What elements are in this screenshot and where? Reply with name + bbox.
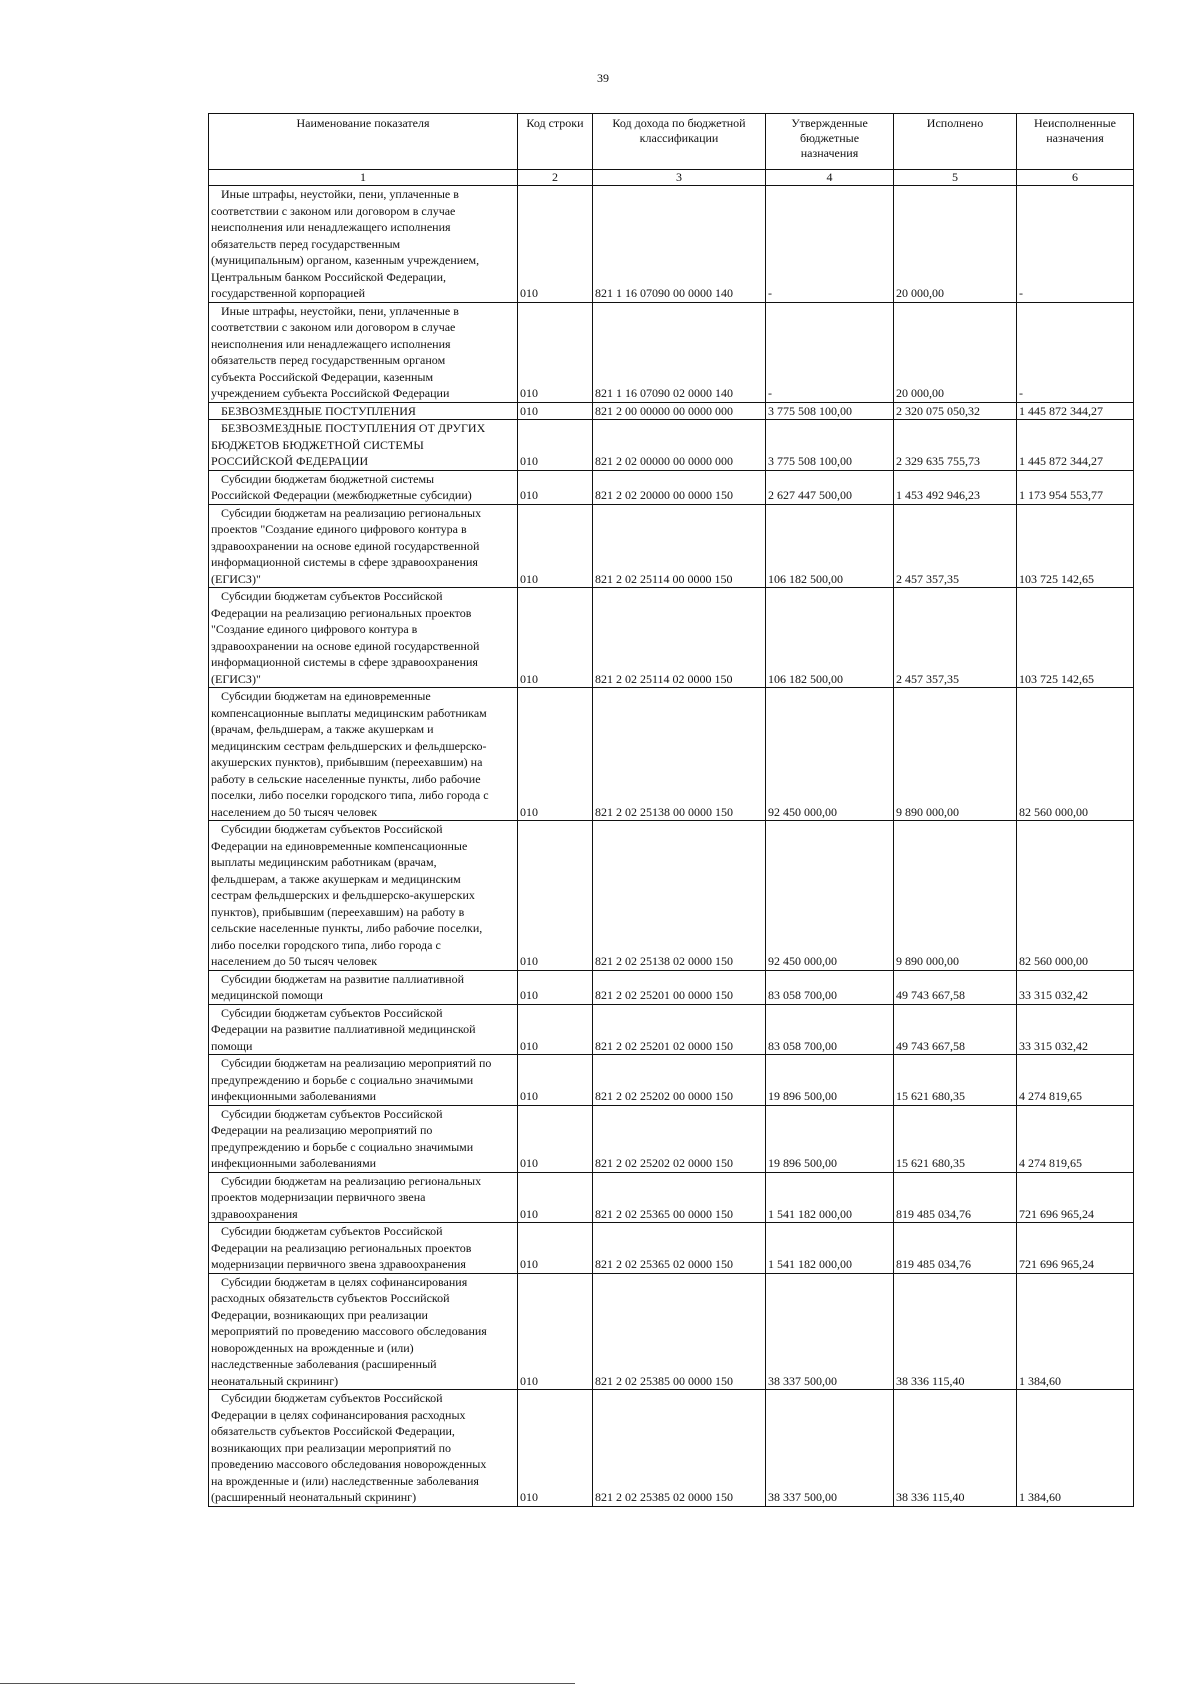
unexecuted-amount-cell: 103 725 142,65	[1017, 504, 1134, 588]
column-number-cell: 1	[209, 170, 518, 186]
unexecuted-amount-cell: 33 315 032,42	[1017, 1004, 1134, 1055]
line-code-cell: 010	[518, 402, 593, 420]
scan-edge-line	[0, 1683, 575, 1684]
income-code-header: Код дохода по бюджетной классификации	[593, 114, 766, 170]
line-code-cell: 010	[518, 1105, 593, 1172]
income-code-cell: 821 2 02 25385 00 0000 150	[593, 1273, 766, 1390]
indicator-name-cell: Субсидии бюджетам субъектов Российской Федерации в целях софинансирования расходных обязательств субъектов Российской Федерации, возникающих при реализации мероприятий по проведению массового обследования новорожденных на врожденные и (или) наследственные заболевания (расширенный неонатальный скрининг)	[209, 1390, 518, 1507]
table-row	[209, 970, 1134, 1004]
line-code-cell: 010	[518, 1055, 593, 1106]
indicator-name-cell: Субсидии бюджетам субъектов Российской Федерации на реализацию региональных проектов "Создание единого цифрового контура в здравоохранении на основе единой государственной информационной системы в сфере здравоохранения (ЕГИСЗ)"	[209, 588, 518, 688]
income-code-cell: 821 2 02 25114 02 0000 150	[593, 588, 766, 688]
income-code-cell: 821 2 02 25114 00 0000 150	[593, 504, 766, 588]
table-row	[209, 1055, 1134, 1106]
table-row	[209, 402, 1134, 420]
indicator-name-cell: Иные штрафы, неустойки, пени, уплаченные в соответствии с законом или договором в случае неисполнения или ненадлежащего исполнения обязательств перед государственным (муниципальным) органом, казенным учреждением, Центральным банком Российской Федерации, государственной корпорацией	[209, 186, 518, 303]
line-code-cell: 010	[518, 302, 593, 402]
indicator-name-cell: Субсидии бюджетам на единовременные компенсационные выплаты медицинским работникам (врачам, фельдшерам, а также акушеркам и медицинским сестрам фельдшерских и фельдшерско- акушерских пунктов), прибывшим (переехавшим) на работу в сельские населенные пункты, либо рабочие поселки, либо поселки городского типа, либо города с населением до 50 тысяч человек	[209, 688, 518, 821]
income-code-cell: 821 2 00 00000 00 0000 000	[593, 402, 766, 420]
unexecuted-amount-cell: 1 173 954 553,77	[1017, 470, 1134, 504]
approved-amount-cell: 83 058 700,00	[766, 970, 894, 1004]
unexecuted-amount-cell: 82 560 000,00	[1017, 821, 1134, 971]
unexecuted-amount-cell: 721 696 965,24	[1017, 1172, 1134, 1223]
line-code-cell: 010	[518, 470, 593, 504]
budget-income-table	[208, 113, 1134, 1507]
indicator-name-cell: Субсидии бюджетам на реализацию региональных проектов модернизации первичного звена здравоохранения	[209, 1172, 518, 1223]
indicator-name-cell: Субсидии бюджетам субъектов Российской Федерации на реализацию региональных проектов модернизации первичного звена здравоохранения	[209, 1223, 518, 1274]
approved-header: Утвержденные бюджетные назначения	[766, 114, 894, 170]
executed-amount-cell: 819 485 034,76	[894, 1223, 1017, 1274]
table-row	[209, 588, 1134, 688]
approved-amount-cell: 1 541 182 000,00	[766, 1172, 894, 1223]
line-code-cell: 010	[518, 1004, 593, 1055]
unexecuted-header: Неисполненные назначения	[1017, 114, 1134, 170]
unexecuted-amount-cell: 1 384,60	[1017, 1273, 1134, 1390]
column-number-cell: 3	[593, 170, 766, 186]
executed-amount-cell: 49 743 667,58	[894, 1004, 1017, 1055]
indicator-name-cell: Иные штрафы, неустойки, пени, уплаченные в соответствии с законом или договором в случае неисполнения или ненадлежащего исполнения обязательств перед государственным органом субъекта Российской Федерации, казенным учреждением субъекта Российской Федерации	[209, 302, 518, 402]
unexecuted-amount-cell: 721 696 965,24	[1017, 1223, 1134, 1274]
income-code-cell: 821 2 02 25201 00 0000 150	[593, 970, 766, 1004]
executed-amount-cell: 9 890 000,00	[894, 821, 1017, 971]
page-number: 39	[597, 71, 609, 85]
table-body	[209, 186, 1134, 1507]
executed-amount-cell: 15 621 680,35	[894, 1105, 1017, 1172]
indicator-name-cell: Субсидии бюджетам субъектов Российской Федерации на развитие паллиативной медицинской помощи	[209, 1004, 518, 1055]
line-code-cell: 010	[518, 1223, 593, 1274]
executed-amount-cell: 38 336 115,40	[894, 1273, 1017, 1390]
executed-amount-cell: 1 453 492 946,23	[894, 470, 1017, 504]
approved-amount-cell: 1 541 182 000,00	[766, 1223, 894, 1274]
table-row	[209, 1105, 1134, 1172]
unexecuted-amount-cell: 82 560 000,00	[1017, 688, 1134, 821]
header-row	[209, 114, 1134, 170]
approved-amount-cell: 106 182 500,00	[766, 588, 894, 688]
line-code-cell: 010	[518, 1390, 593, 1507]
approved-amount-cell: 83 058 700,00	[766, 1004, 894, 1055]
income-code-cell: 821 2 02 00000 00 0000 000	[593, 420, 766, 471]
unexecuted-amount-cell: 103 725 142,65	[1017, 588, 1134, 688]
income-code-cell: 821 2 02 25201 02 0000 150	[593, 1004, 766, 1055]
income-code-cell: 821 2 02 25202 00 0000 150	[593, 1055, 766, 1106]
column-number-cell: 6	[1017, 170, 1134, 186]
column-number-cell: 2	[518, 170, 593, 186]
line-code-cell: 010	[518, 1273, 593, 1390]
executed-header: Исполнено	[894, 114, 1017, 170]
table-row	[209, 821, 1134, 971]
executed-amount-cell: 20 000,00	[894, 186, 1017, 303]
table-row	[209, 420, 1134, 471]
indicator-name-cell: Субсидии бюджетам на реализацию мероприятий по предупреждению и борьбе с социально значимыми инфекционными заболеваниями	[209, 1055, 518, 1106]
table-row	[209, 1172, 1134, 1223]
income-code-cell: 821 2 02 20000 00 0000 150	[593, 470, 766, 504]
executed-amount-cell: 2 329 635 755,73	[894, 420, 1017, 471]
unexecuted-amount-cell: -	[1017, 186, 1134, 303]
line-code-cell: 010	[518, 821, 593, 971]
unexecuted-amount-cell: 1 445 872 344,27	[1017, 402, 1134, 420]
table-row	[209, 186, 1134, 303]
line-code-cell: 010	[518, 186, 593, 303]
executed-amount-cell: 49 743 667,58	[894, 970, 1017, 1004]
indicator-name-cell: Субсидии бюджетам субъектов Российской Федерации на единовременные компенсационные выплаты медицинским работникам (врачам, фельдшерам, а также акушеркам и медицинским сестрам фельдшерских и фельдшерско-акушерских пунктов), прибывшим (переехавшим) на работу в сельские населенные пункты, либо рабочие поселки, либо поселки городского типа, либо города с населением до 50 тысяч человек	[209, 821, 518, 971]
column-number-cell: 5	[894, 170, 1017, 186]
income-code-cell: 821 2 02 25365 00 0000 150	[593, 1172, 766, 1223]
approved-amount-cell: 19 896 500,00	[766, 1055, 894, 1106]
approved-amount-cell: 2 627 447 500,00	[766, 470, 894, 504]
indicator-name-cell: Субсидии бюджетам бюджетной системы Российской Федерации (межбюджетные субсидии)	[209, 470, 518, 504]
indicator-name-cell: БЕЗВОЗМЕЗДНЫЕ ПОСТУПЛЕНИЯ	[209, 402, 518, 420]
indicator-name-cell: Субсидии бюджетам в целях софинансирования расходных обязательств субъектов Российской Федерации, возникающих при реализации мероприятий по проведению массового обследования новорожденных на врожденные и (или) наследственные заболевания (расширенный неонатальный скрининг)	[209, 1273, 518, 1390]
executed-amount-cell: 9 890 000,00	[894, 688, 1017, 821]
approved-amount-cell: -	[766, 302, 894, 402]
approved-amount-cell: 3 775 508 100,00	[766, 420, 894, 471]
indicator-name-cell: Субсидии бюджетам на развитие паллиативной медицинской помощи	[209, 970, 518, 1004]
indicator-name-cell: Субсидии бюджетам на реализацию региональных проектов "Создание единого цифрового контура в здравоохранении на основе единой государственной информационной системы в сфере здравоохранения (ЕГИСЗ)"	[209, 504, 518, 588]
approved-amount-cell: 38 337 500,00	[766, 1390, 894, 1507]
approved-amount-cell: 38 337 500,00	[766, 1273, 894, 1390]
line-code-cell: 010	[518, 420, 593, 471]
table-row	[209, 470, 1134, 504]
income-code-cell: 821 2 02 25138 02 0000 150	[593, 821, 766, 971]
approved-amount-cell: -	[766, 186, 894, 303]
income-code-cell: 821 2 02 25385 02 0000 150	[593, 1390, 766, 1507]
income-code-cell: 821 2 02 25365 02 0000 150	[593, 1223, 766, 1274]
approved-amount-cell: 106 182 500,00	[766, 504, 894, 588]
line-code-cell: 010	[518, 688, 593, 821]
table-row	[209, 504, 1134, 588]
executed-amount-cell: 15 621 680,35	[894, 1055, 1017, 1106]
approved-amount-cell: 92 450 000,00	[766, 688, 894, 821]
table-row	[209, 1273, 1134, 1390]
executed-amount-cell: 2 457 357,35	[894, 588, 1017, 688]
executed-amount-cell: 2 320 075 050,32	[894, 402, 1017, 420]
income-code-cell: 821 1 16 07090 00 0000 140	[593, 186, 766, 303]
table-row	[209, 302, 1134, 402]
line-code-header: Код строки	[518, 114, 593, 170]
table-row	[209, 1223, 1134, 1274]
table-row	[209, 688, 1134, 821]
executed-amount-cell: 819 485 034,76	[894, 1172, 1017, 1223]
table-row	[209, 1004, 1134, 1055]
unexecuted-amount-cell: 1 445 872 344,27	[1017, 420, 1134, 471]
income-code-cell: 821 1 16 07090 02 0000 140	[593, 302, 766, 402]
line-code-cell: 010	[518, 970, 593, 1004]
unexecuted-amount-cell: 4 274 819,65	[1017, 1055, 1134, 1106]
indicator-name-header: Наименование показателя	[209, 114, 518, 170]
executed-amount-cell: 38 336 115,40	[894, 1390, 1017, 1507]
table-row	[209, 1390, 1134, 1507]
line-code-cell: 010	[518, 1172, 593, 1223]
approved-amount-cell: 92 450 000,00	[766, 821, 894, 971]
income-code-cell: 821 2 02 25202 02 0000 150	[593, 1105, 766, 1172]
executed-amount-cell: 2 457 357,35	[894, 504, 1017, 588]
executed-amount-cell: 20 000,00	[894, 302, 1017, 402]
income-code-cell: 821 2 02 25138 00 0000 150	[593, 688, 766, 821]
approved-amount-cell: 19 896 500,00	[766, 1105, 894, 1172]
line-code-cell: 010	[518, 588, 593, 688]
indicator-name-cell: Субсидии бюджетам субъектов Российской Федерации на реализацию мероприятий по предупреждению и борьбе с социально значимыми инфекционными заболеваниями	[209, 1105, 518, 1172]
column-number-cell: 4	[766, 170, 894, 186]
indicator-name-cell: БЕЗВОЗМЕЗДНЫЕ ПОСТУПЛЕНИЯ ОТ ДРУГИХ БЮДЖЕТОВ БЮДЖЕТНОЙ СИСТЕМЫ РОССИЙСКОЙ ФЕДЕРАЦИИ	[209, 420, 518, 471]
column-number-row	[209, 170, 1134, 186]
unexecuted-amount-cell: -	[1017, 302, 1134, 402]
line-code-cell: 010	[518, 504, 593, 588]
unexecuted-amount-cell: 33 315 032,42	[1017, 970, 1134, 1004]
unexecuted-amount-cell: 1 384,60	[1017, 1390, 1134, 1507]
approved-amount-cell: 3 775 508 100,00	[766, 402, 894, 420]
unexecuted-amount-cell: 4 274 819,65	[1017, 1105, 1134, 1172]
